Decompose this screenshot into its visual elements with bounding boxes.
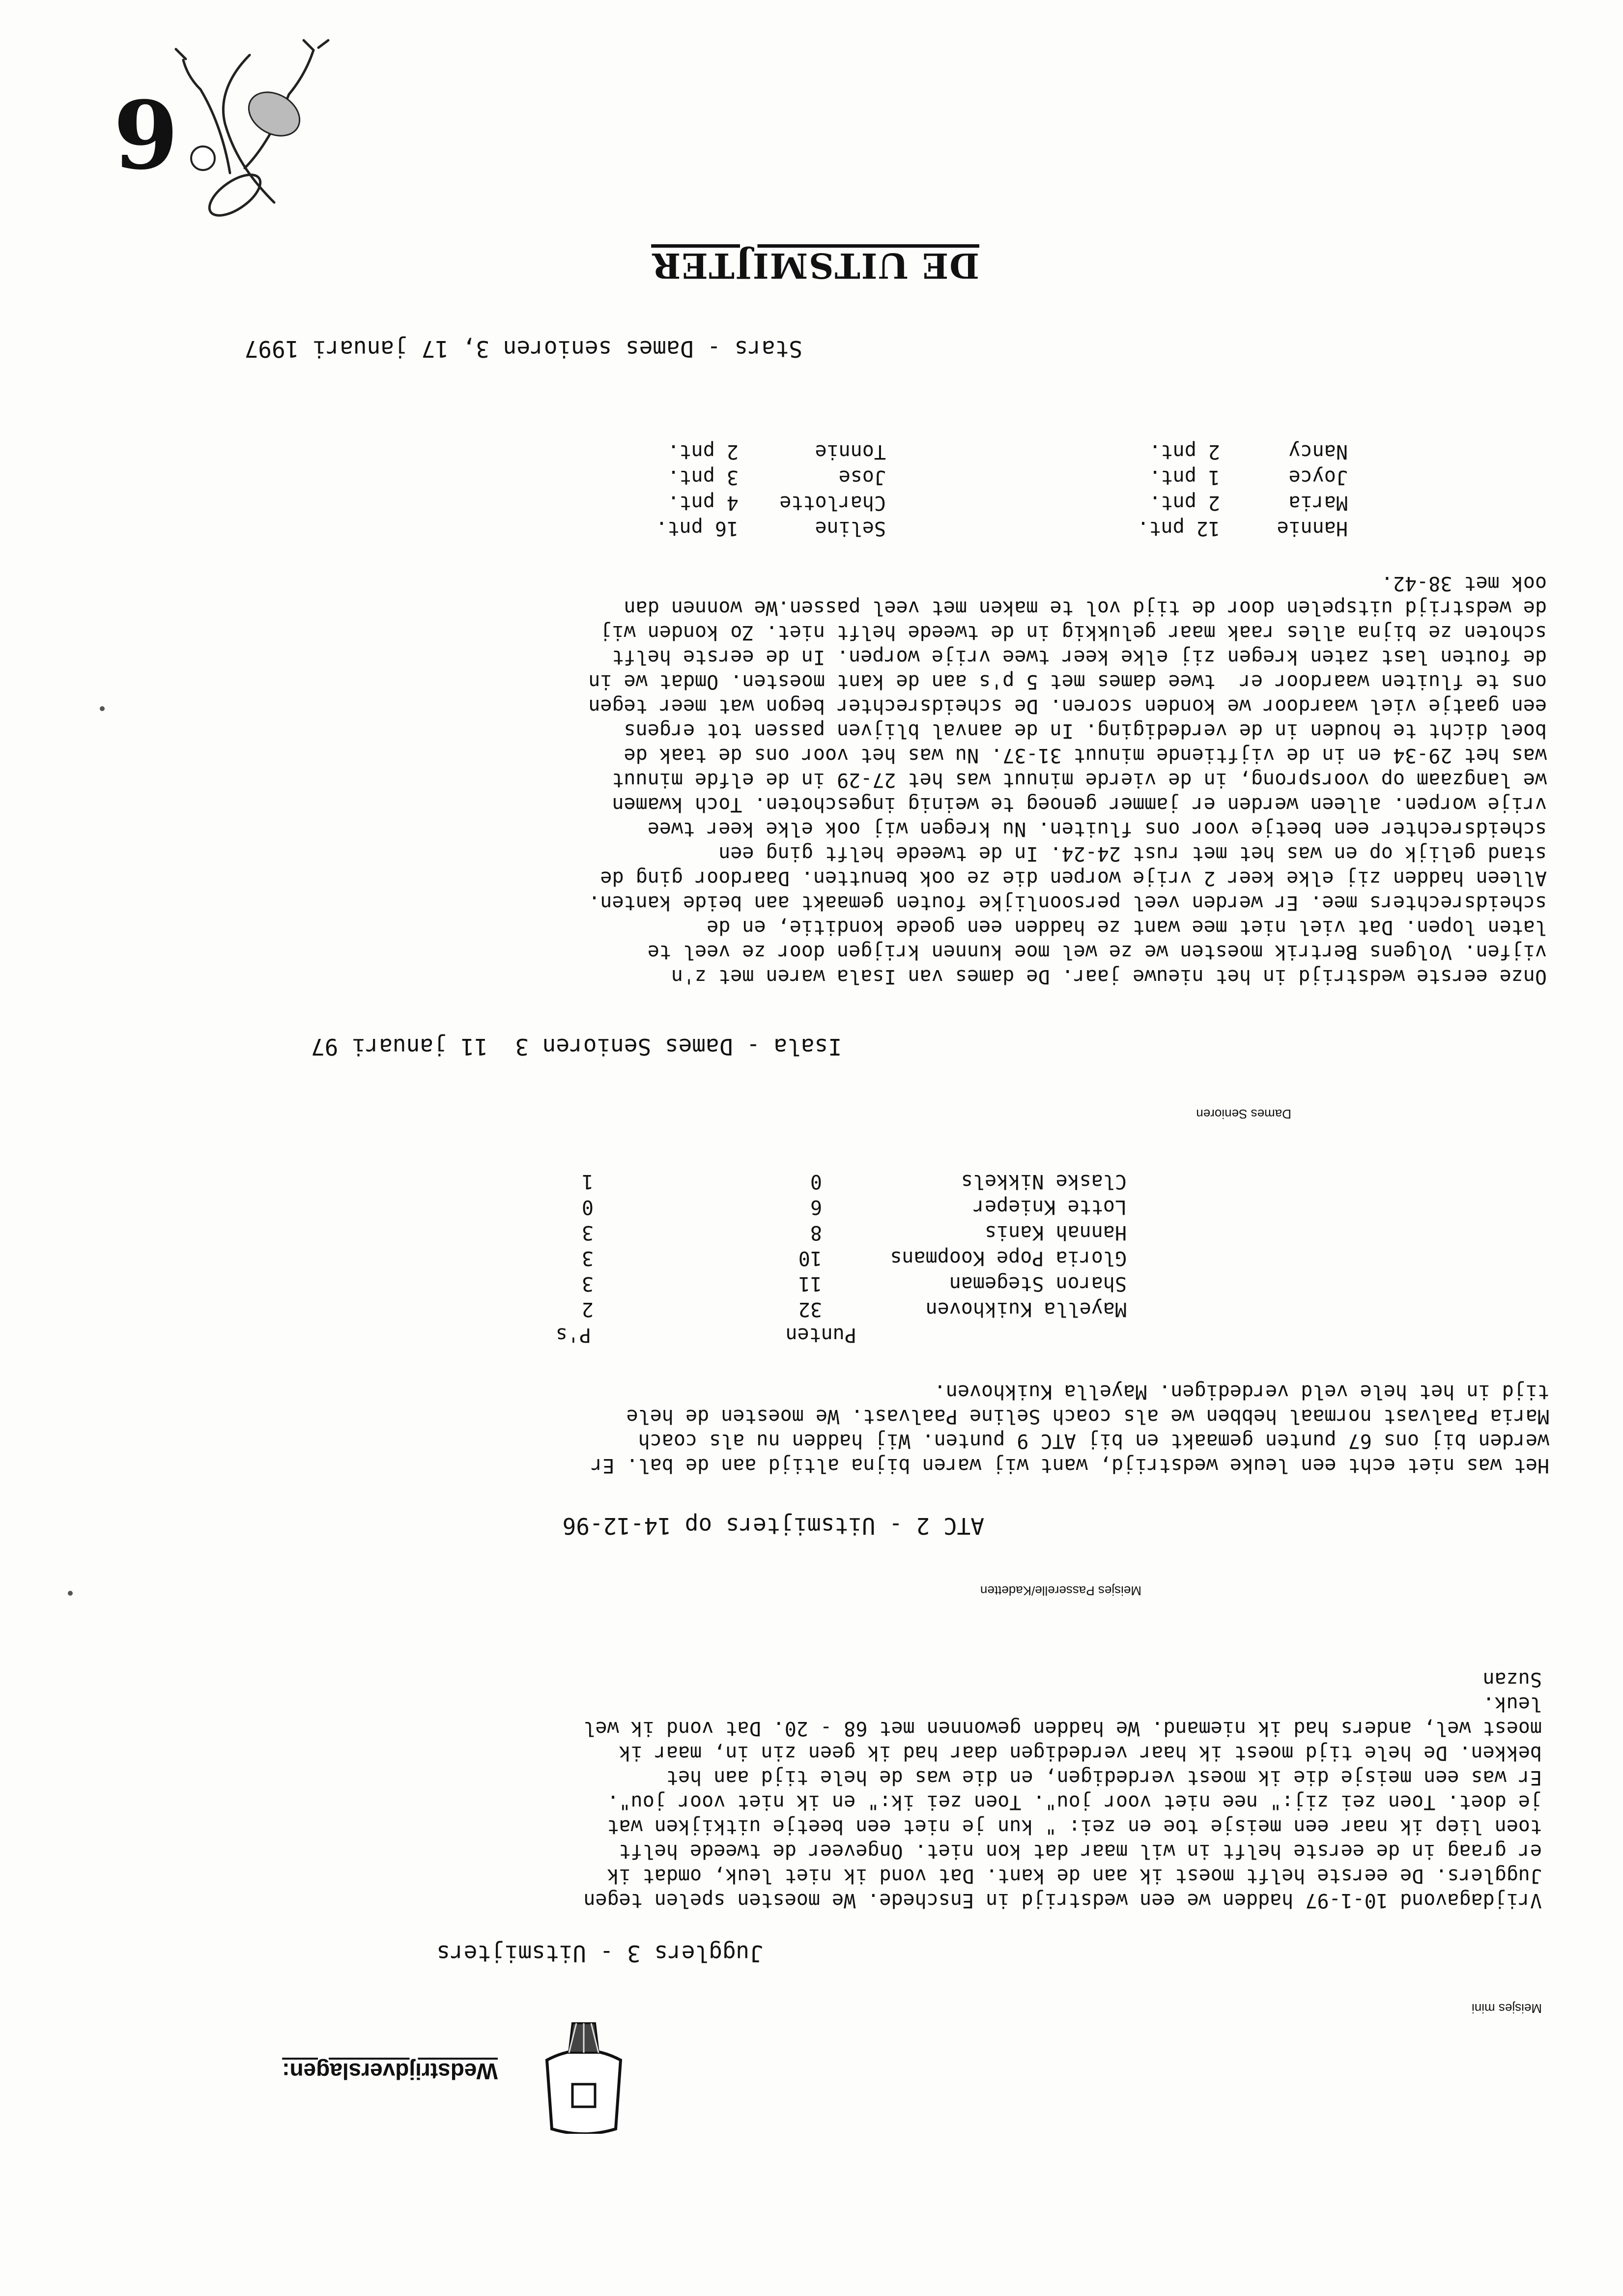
player-points: 8 bbox=[810, 1221, 822, 1244]
dames-senioren-label: Dames Senioren bbox=[1196, 1107, 1291, 1121]
basketball-player-illustration bbox=[161, 35, 348, 242]
jugglers-game-report: Vrijdagavond 10-1-97 hadden we een wedstrijd in Enschede. We moesten spelen tegen Jugglers. De eerste helft moest ik aan de kant. Dat vond ik niet leuk, omdat ik er graag in de eerste helft in wil maar dat kon niet. Ongeveer de tweede helft toen liep ik naar een meisje toe en zei: " kun je niet een beetje uitkijken wat je doet. Toen zei zij:" nee niet voor jou". Toen zei ik:" en ik niet voor jou". Er was een meisje die ik moest verdedigen, en die was de hele tijd aan het bekken. De hele tijd moest ik haar verdedigen daar had ik geen zin in, maar ik moest wel, anders had ik niemand. We hadden gewonnen met 68 - 20. Dat vond ik wel leuk. Suzan bbox=[583, 1668, 1542, 1912]
score-name: Joyce bbox=[1288, 466, 1348, 488]
match-reports-title: Wedstrijdverslagen: bbox=[282, 2059, 498, 2084]
meisjes-passerelle-label: Meisjes Passerelle/Kadetten bbox=[980, 1583, 1141, 1598]
player-name: Sharon Stegeman bbox=[949, 1272, 1127, 1295]
player-points: 32 bbox=[798, 1298, 822, 1320]
player-points: 0 bbox=[810, 1170, 822, 1193]
isala-game-heading: Isala - Dames Senioren 3 11 januari 97 bbox=[311, 1033, 842, 1060]
score-name: Seline bbox=[815, 517, 886, 540]
player-name: Lotte Knieper bbox=[972, 1196, 1127, 1218]
score-points: 2 pnt. bbox=[667, 440, 739, 463]
score-points: 3 pnt. bbox=[667, 466, 739, 488]
score-name: Tonnie bbox=[815, 440, 886, 463]
isala-game-report: Onze eerste wedstrijd in het nieuwe jaar. De dames van Isala waren met z'n vijfen. Volgens Bertrik moesten we ze wel moe kunnen krijgen door ze veel te laten lopen. Dat viel niet mee want ze hadden een goede konditie, en de scheidsrechters mee. Er werden veel persoonlijke fouten gemaakt aan beide kanten. Alleen hadden zij elke keer 2 vrije worpen die ze ook benutten. Daardoor ging de stand gelijk op en was het met rust 24-24. In de tweede helft ging een scheidsrechter een beetje voor ons fluiten. Nu kregen wij ook elke keer twee vrije worpen. alleen werden er jammer genoeg te weinig ingeschoten. Toch kwamen we langzaam op voorsprong, in de vierde minuut was het 27-29 in de elfde minuut was het 29-34 en in de vijftiende minuut 31-37. Nu was het voor ons de taak de boel dicht te houden in de verdediging. In de aanval blijven passen tot ergens een gaatje viel waardoor we konden scoren. De scheidsrechter begon wat meer tegen ons te fluiten waardoor er twee dames met 5 p's aan de kant moesten. Omdat we in de fouten last zaten kregen zij elke keer twee vrije worpen. In de eerste helft schoten ze bijna alles raak maar gelukkig in de tweede helft niet. Zo konden wij de wedstrijd uitspelen door de tijd vol te maken met veel passen.We wonnen dan ook met 38-42. bbox=[588, 572, 1547, 988]
player-name: Claske Nikkels bbox=[961, 1170, 1127, 1193]
player-fouls: 0 bbox=[581, 1196, 594, 1218]
atc-game-report: Het was niet echt een leuke wedstrijd, want wij waren bijna altijd aan de bal. Er werden bij ons 67 punten gemaakt en bij ATC 9 punten. Wij hadden nu als coach Maria Paalvast normaal hebben we als coach Seline Paalvast. We moesten de hele tijd in het hele veld verdedigen. Mayella Kuikhoven. bbox=[591, 1380, 1549, 1477]
player-fouls: 3 bbox=[581, 1272, 594, 1295]
atc-game-heading: ATC 2 - Uitsmijters op 14-12-96 bbox=[562, 1513, 984, 1539]
meisjes-mini-label: Meisjes mini bbox=[1471, 2001, 1542, 2016]
player-name: Gloria Pope Koopmans bbox=[890, 1247, 1127, 1269]
score-name: Maria bbox=[1288, 491, 1348, 514]
stars-game-heading: Stars - Dames senioren 3, 17 januari 1997 bbox=[244, 336, 802, 362]
player-points: 6 bbox=[810, 1196, 822, 1218]
score-name: Hannie bbox=[1277, 517, 1348, 540]
score-name: Jose bbox=[838, 466, 886, 488]
jugglers-game-heading: Jugglers 3 - Uitsmijters bbox=[436, 1940, 763, 1967]
score-name: Nancy bbox=[1288, 440, 1348, 463]
col-header-fouls: P's bbox=[555, 1323, 591, 1346]
score-points: 4 pnt. bbox=[667, 491, 739, 514]
newsletter-title: DE UITSMIJTER bbox=[651, 245, 979, 286]
player-fouls: 3 bbox=[581, 1247, 594, 1269]
player-fouls: 3 bbox=[581, 1221, 594, 1244]
score-points: 12 pnt. bbox=[1137, 517, 1220, 540]
page-number: 6 bbox=[113, 78, 178, 188]
player-name: Hannah Kanis bbox=[985, 1221, 1127, 1244]
margin-dot bbox=[100, 706, 105, 711]
score-points: 2 pnt. bbox=[1149, 491, 1220, 514]
scan-mark bbox=[1588, 270, 1589, 271]
margin-dot bbox=[68, 1591, 73, 1596]
player-fouls: 1 bbox=[581, 1170, 594, 1193]
player-points: 11 bbox=[798, 1272, 822, 1295]
col-header-points: Punten bbox=[785, 1323, 856, 1346]
score-points: 1 pnt. bbox=[1149, 466, 1220, 488]
score-points: 16 pnt. bbox=[655, 517, 739, 540]
player-fouls: 2 bbox=[581, 1298, 594, 1320]
score-points: 2 pnt. bbox=[1149, 440, 1220, 463]
player-name: Mayella Kuikhoven bbox=[925, 1298, 1127, 1320]
player-points: 10 bbox=[798, 1247, 822, 1269]
score-name: Charlotte bbox=[779, 491, 886, 514]
basketball-hoop-illustration bbox=[542, 2018, 626, 2134]
